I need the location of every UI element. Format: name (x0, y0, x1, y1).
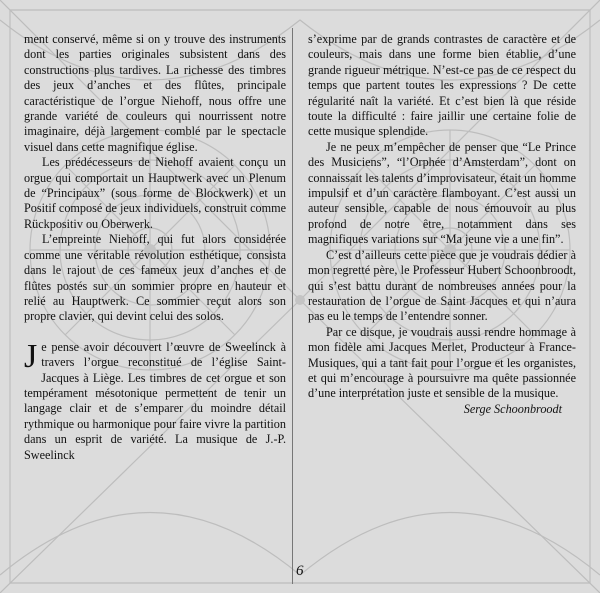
right-column (308, 32, 576, 417)
right-paragraph-2: Je ne peux m’empêcher de penser que “Le Prince des Musiciens”, “l’Orphée d’Amsterdam”, dont on connaissait les talents d’improvisateur, était un homme impulsif et d’un caractère flamboyant. C’est aussi un auteur sensible, capable de nous émouvoir au plus profond de notre être, notamment dans ses magnifiques variations sur “Ma jeune vie a une fin”. (308, 139, 576, 247)
left-column (24, 32, 286, 463)
left-paragraph-2: Les prédécesseurs de Niehoff avaient conçu un orgue qui comportait un Hauptwerk avec un Plenum de “Principaux” (sous forme de Blockwerk) et un Positif composé de jeux individuels, construit comme Rückpositiv ou Oberwerk. (24, 155, 286, 231)
page-number: 6 (296, 563, 304, 579)
left-paragraph-1: ment conservé, même si on y trouve des instruments dont les parties originales subsistent dans des constructions plus tardives. La richesse des timbres des jeux d’anches et des flûtes, principale caractéristique de l’orgue Niehoff, nous offre une grande variété de couleurs qui nourrissent notre imaginaire, déjà largement comblé par le spectacle visuel dans cette magnifique église. (24, 32, 286, 154)
left-paragraph-4-text: e pense avoir découvert l’œuvre de Sweelinck à travers l’orgue reconstitué de l’église Saint-Jacques à Liège. Les timbres de cet orgue et son tempérament mésotonique permettent de tenir un langage clair et de s’emparer du moindre détail rythmique ou harmonique pour faire vivre la partition dans un esprit de variété. La musique de J.-P. Sweelinck (24, 339, 286, 462)
right-paragraph-3: C’est d’ailleurs cette pièce que je voudrais dédier à mon regretté père, le Professeur Hubert Schoonbroodt, qui s’est battu durant de nombreuses années pour la restauration de l’orgue de Saint Jacques et qui n’aura pas eu le temps de l’entendre sonner. (308, 247, 576, 324)
left-paragraph-4 (24, 337, 286, 463)
signature: Serge Schoonbroodt (463, 401, 562, 416)
column-divider (292, 28, 293, 584)
left-paragraph-3: L’empreinte Niehoff, qui fut alors considérée comme une véritable révolution esthétique, consista dans le rajout de ces fameux jeux d’anches et de flûtes postés sur un sommier propre en hauteur et relié au Hauptwerk. Ce sommier reçut alors son propre clavier, qui devint celui des solos. (24, 232, 286, 324)
right-paragraph-4: Par ce disque, je voudrais aussi rendre hommage à mon fidèle ami Jacques Merlet, Producteur à France-Musiques, qui a tant fait pour l’orgue et les organistes, et qui m’encourage à poursuivre ma quête passionnée d’une interprétation juste et sensible de la musique. (308, 324, 576, 401)
drop-cap: J (24, 337, 38, 375)
right-paragraph-1: s’exprime par de grands contrastes de caractère et de couleurs, mais dans une forme bien établie, d’une grande rigueur métrique. N’est-ce pas de ce respect du temps que partent toutes les expressions ? De cette régularité naît la variété. Et c’est bien là que réside toute la difficulté : faire jaillir une certaine folie de cette musique splendide. (308, 32, 576, 139)
section-gap (24, 325, 286, 340)
